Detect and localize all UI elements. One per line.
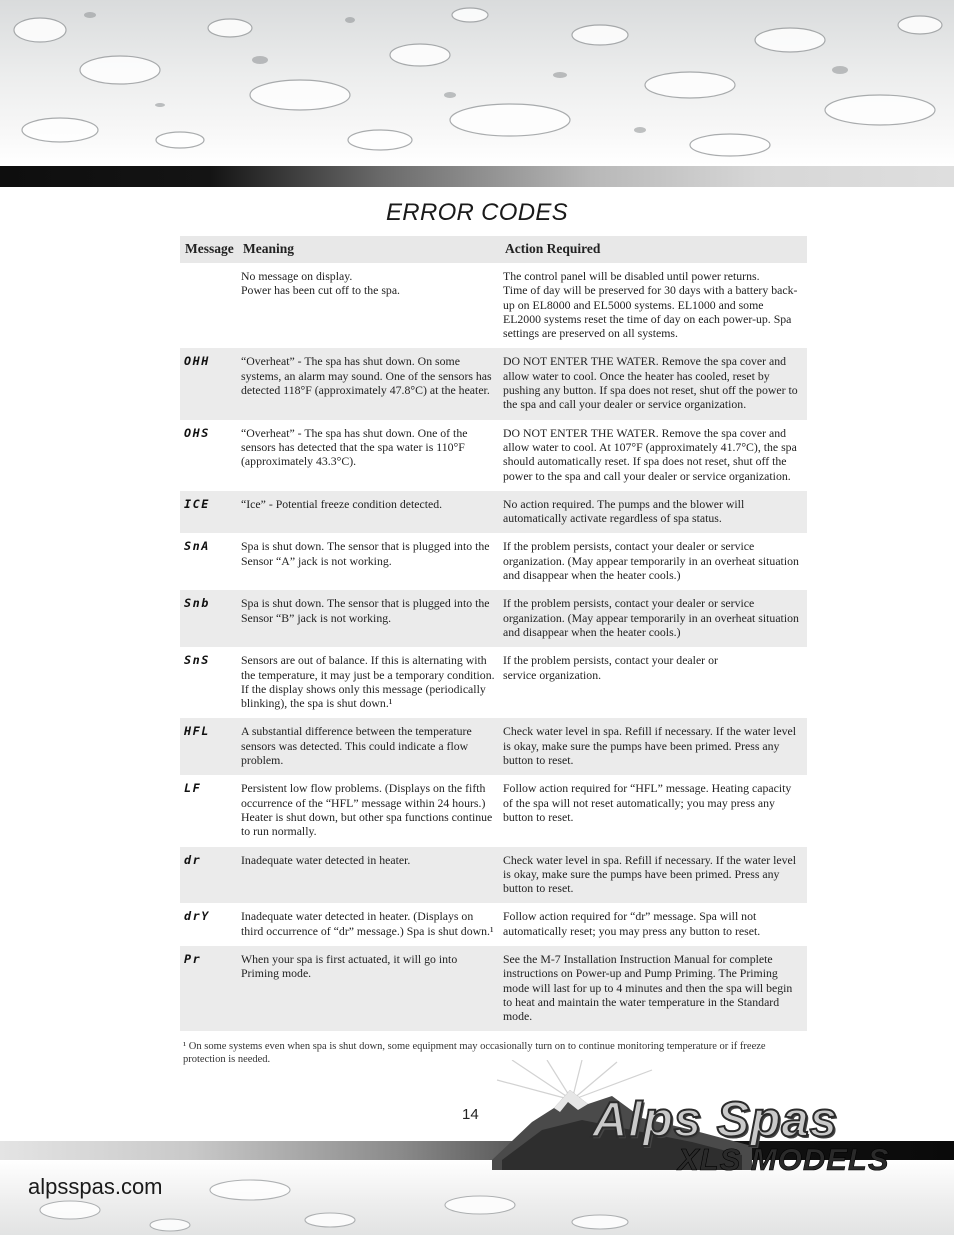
- meaning-cell: “Ice” - Potential freeze condition detected.: [241, 496, 443, 511]
- action-cell: If the problem persists, contact your dealer or service organization. (May appear temporarily in an overheat situation and disappear when the heater cools.): [503, 539, 799, 583]
- page-number: 14: [462, 1106, 479, 1123]
- header-meaning: Meaning: [243, 241, 295, 256]
- action-cell: If the problem persists, contact your dealer or service organization.: [503, 653, 718, 682]
- header-message: Message: [185, 241, 234, 256]
- page-title: ERROR CODES: [386, 199, 568, 226]
- error-code: [180, 263, 238, 348]
- top-water-drops-banner: [0, 0, 954, 165]
- table-row: [180, 348, 807, 419]
- action-cell: Check water level in spa. Refill if necessary. If the water level is okay, make sure the pumps have been primed. Press any button to reset.: [503, 852, 797, 896]
- error-code: HFL: [184, 724, 210, 739]
- error-code: SnA: [184, 539, 210, 554]
- error-code: OHS: [184, 425, 210, 440]
- meaning-cell: Inadequate water detected in heater.: [241, 852, 411, 867]
- error-code: LF: [184, 781, 202, 796]
- error-codes-table: [180, 236, 807, 1031]
- action-cell: Check water level in spa. Refill if necessary. If the water level is okay, make sure the pumps have been primed. Press any button to reset.: [503, 724, 797, 768]
- action-cell: No action required. The pumps and the blower will automatically activate regardless of spa status.: [503, 496, 745, 526]
- table-header-row: [180, 236, 807, 263]
- table-row: [180, 491, 807, 534]
- meaning-cell: “Overheat” - The spa has shut down. On some systems, an alarm may sound. One of the sensors has detected 118°F (approximately 47.8°C) at the heater.: [241, 354, 492, 398]
- meaning-cell: Sensors are out of balance. If this is alternating with the temperature, it may just be a temporary condition. If the display shows only this message (periodically blinking), the spa is shut down.¹: [241, 653, 495, 711]
- meaning-cell: When your spa is first actuated, it will go into Priming mode.: [241, 951, 458, 981]
- error-code: OHH: [184, 354, 210, 369]
- error-code: Pr: [184, 951, 202, 966]
- meaning-cell: No message on display. Power has been cut off to the spa.: [241, 269, 400, 298]
- meaning-cell: A substantial difference between the temperature sensors was detected. This could indicate a flow problem.: [241, 724, 472, 768]
- meaning-cell: Persistent low flow problems. (Displays on the fifth occurrence of the “HFL” message within 24 hours.) Heater is shut down, but other spa functions continue to run normally.: [241, 781, 493, 839]
- error-code: dr: [184, 852, 202, 867]
- meaning-cell: Spa is shut down. The sensor that is plugged into the Sensor “A” jack is not working.: [241, 539, 490, 568]
- error-code: SnS: [184, 653, 210, 668]
- action-cell: Follow action required for “HFL” message. Heating capacity of the spa will not reset automatically; you may press any button to reset.: [503, 781, 792, 824]
- table-row: [180, 718, 807, 775]
- action-cell: Follow action required for “dr” message. Spa will not automatically reset; you may press any button to reset.: [503, 909, 761, 938]
- table-row: [180, 946, 807, 1031]
- error-code: drY: [184, 909, 210, 924]
- error-code: Snb: [184, 596, 210, 611]
- header-action: Action Required: [505, 241, 601, 256]
- footnote: ¹ On some systems even when spa is shut down, some equipment may occasionally turn on to continue monitoring temperature or if freeze protection is needed.: [183, 1041, 766, 1065]
- table-row: [180, 903, 807, 946]
- action-cell: If the problem persists, contact your dealer or service organization. (May appear temporarily in an overheat situation and disappear when the heater cools.): [503, 596, 799, 639]
- table-row: [180, 533, 807, 590]
- action-cell: The control panel will be disabled until power returns. Time of day will be preserved for 30 days with a battery back-up on EL8000 and EL5000 systems. EL1000 and some EL2000 systems reset the time of day on each power-up. Spa settings are preserved on all systems.: [503, 269, 798, 341]
- brand-subtitle: XLS MODELS: [678, 1142, 890, 1177]
- brand-name: Alps Spas: [592, 1093, 838, 1147]
- meaning-cell: “Overheat” - The spa has shut down. One of the sensors has detected that the spa water is 110°F (approximately 43.3°C).: [241, 425, 468, 469]
- top-gradient-stripe: [0, 166, 954, 187]
- error-code: ICE: [184, 496, 210, 511]
- action-cell: DO NOT ENTER THE WATER. Remove the spa cover and allow water to cool. Once the heater has cooled, reset by pushing any button. If spa does not reset, shut off the power to the spa and call your dealer or service organization.: [503, 354, 798, 412]
- table-row: [180, 775, 807, 846]
- table-row: [180, 647, 807, 718]
- alps-spas-logo: [492, 1060, 932, 1185]
- table-row: [180, 590, 807, 647]
- meaning-cell: Inadequate water detected in heater. (Displays on third occurrence of “dr” message.) Spa is shut down.¹: [241, 909, 494, 938]
- table-row: [180, 263, 807, 348]
- website-url[interactable]: alpsspas.com: [28, 1174, 163, 1199]
- action-cell: See the M-7 Installation Instruction Manual for complete instructions on Power-up and Pump Priming. The Priming mode will last for up to 4 minutes and then the spa will begin to heat and maintain the water temperature in the Standard mode.: [503, 951, 793, 1024]
- meaning-cell: Spa is shut down. The sensor that is plugged into the Sensor “B” jack is not working.: [241, 596, 490, 625]
- table-row: [180, 847, 807, 904]
- table-row: [180, 420, 807, 491]
- action-cell: DO NOT ENTER THE WATER. Remove the spa cover and allow water to cool. At 107°F (approximately 41.7°C), the spa should automatically reset. If spa does not reset, shut off the power to the spa and call your dealer or service organization.: [503, 425, 797, 483]
- water-drops-image: [0, 0, 954, 165]
